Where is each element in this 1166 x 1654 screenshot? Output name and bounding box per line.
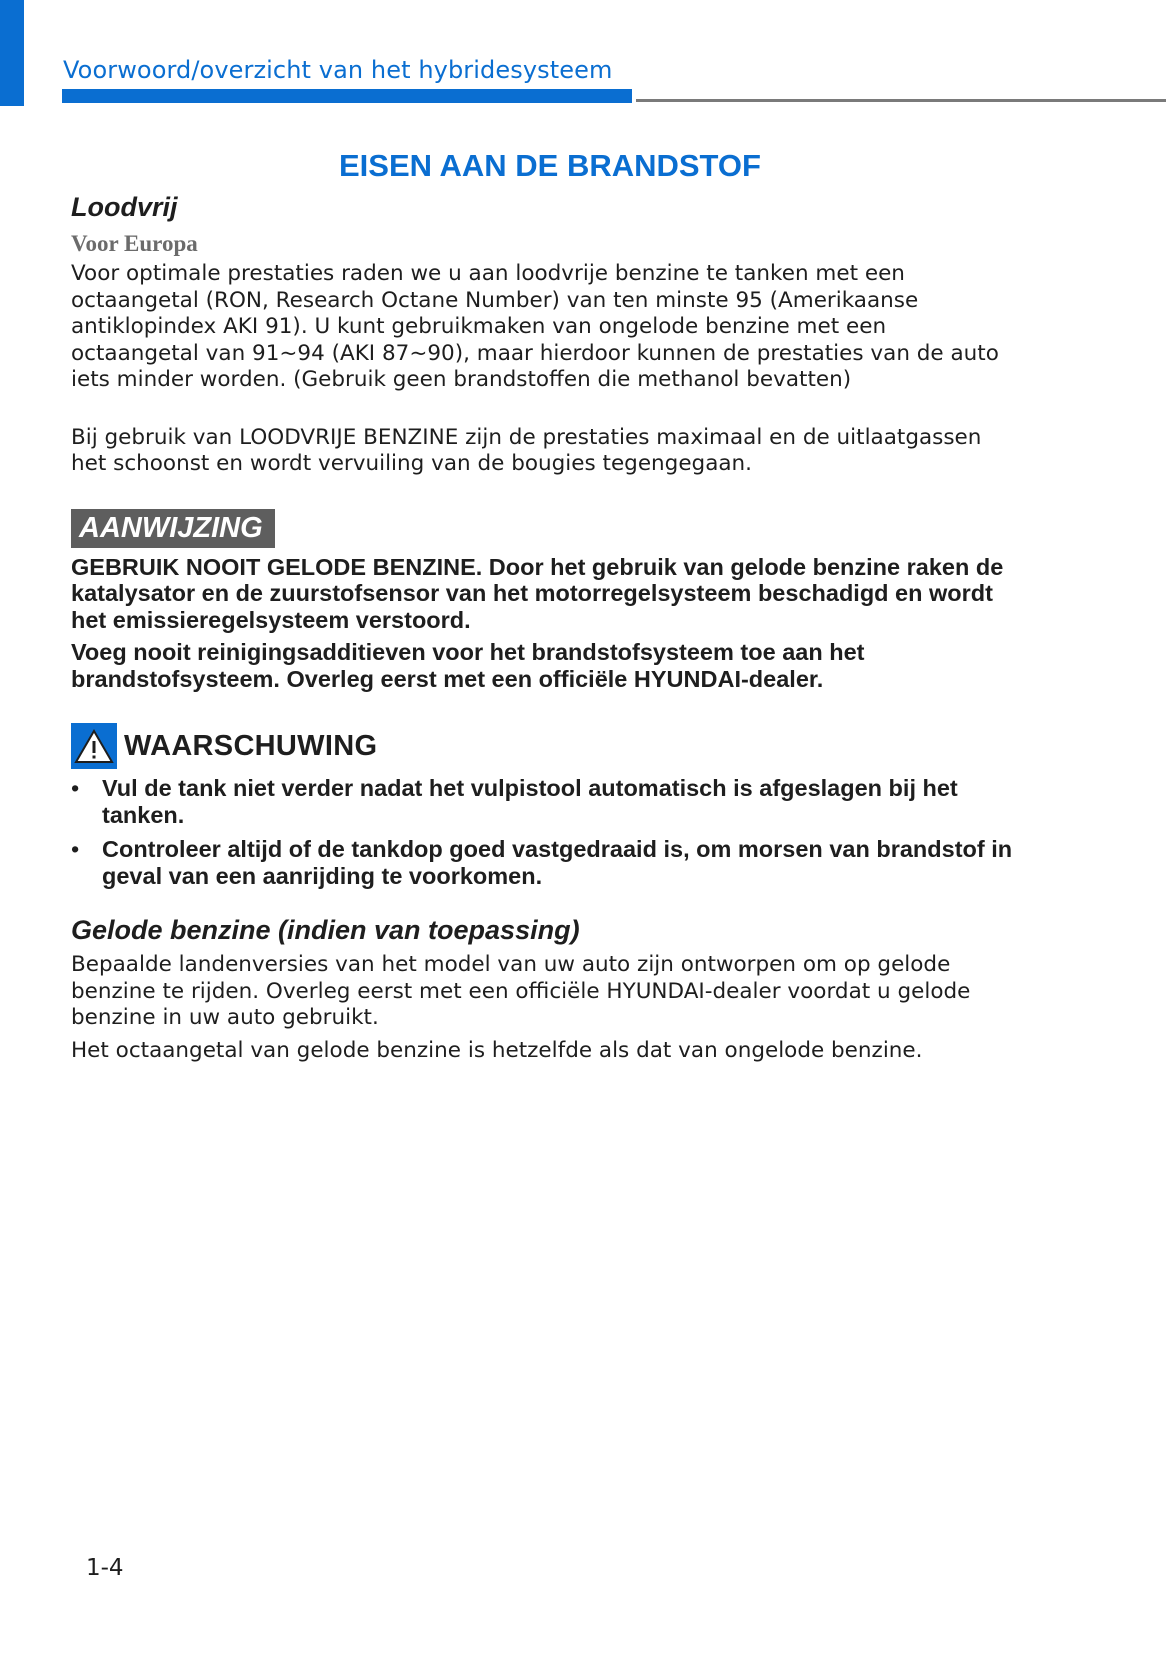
list-item [71, 836, 1031, 889]
unleaded-heading: Loodvrij [71, 192, 178, 222]
text-line: benzine in uw auto gebruikt. [71, 1005, 379, 1030]
text-line: Het octaangetal van gelode benzine is hetzelfde als dat van ongelode benzine. [71, 1037, 923, 1063]
header-rule-accent [62, 89, 632, 103]
page-edge-tab [0, 0, 24, 106]
text-line: iets minder worden. (Gebruik geen brandstoffen die methanol bevatten) [71, 367, 852, 392]
text-line: octaangetal van 91~94 (AKI 87~90), maar hierdoor kunnen de prestaties van de auto [71, 340, 999, 366]
warning-header [71, 723, 1031, 769]
section-header: Voorwoord/overzicht van het hybridesysteem [63, 56, 613, 84]
unleaded-subheading: Voor Europa [71, 231, 198, 256]
text-line: Controleer altijd of de tankdop goed vastgedraaid is, om morsen van brandstof in [102, 836, 1013, 862]
warning-triangle-icon [71, 723, 117, 769]
text-line: brandstofsysteem. Overleg eerst met een officiële HYUNDAI-dealer. [71, 665, 824, 692]
page-number: 1-4 [86, 1555, 124, 1581]
unleaded-paragraph-1 [71, 261, 1031, 394]
leaded-heading: Gelode benzine (indien van toepassing) [71, 915, 580, 945]
text-line: benzine te rijden. Overleg eerst met een officiële HYUNDAI-dealer voordat u gelode [71, 978, 971, 1004]
text-line: Bij gebruik van LOODVRIJE BENZINE zijn de prestaties maximaal en de uitlaatgassen [71, 424, 982, 450]
text-line: Voeg nooit reinigingsadditieven voor het brandstofsysteem toe aan het [71, 639, 865, 665]
leaded-paragraph-1 [71, 952, 1031, 1032]
text-line: het schoonst en wordt vervuiling van de bougies tegengegaan. [71, 451, 753, 476]
text-line: geval van een aanrijding te voorkomen. [102, 862, 543, 889]
main-content [71, 192, 1031, 1064]
notice-paragraph-2 [71, 639, 1031, 692]
text-line: het emissieregelsysteem verstoord. [71, 606, 471, 633]
warning-title: WAARSCHUWING [124, 729, 378, 762]
unleaded-paragraph-2 [71, 425, 1031, 478]
text-line: antiklopindex AKI 91). U kunt gebruikmaken van ongelode benzine met een [71, 314, 887, 339]
list-item [71, 775, 1031, 828]
text-line: Vul de tank niet verder nadat het vulpistool automatisch is afgeslagen bij het [102, 775, 958, 801]
warning-list [71, 775, 1031, 889]
text-line: katalysator en de zuurstofsensor van het motorregelsysteem beschadigd en wordt [71, 580, 993, 606]
notice-paragraph-1 [71, 554, 1031, 634]
bullet: • [71, 836, 80, 862]
leaded-paragraph-2 [71, 1038, 1031, 1065]
text-line: GEBRUIK NOOIT GELODE BENZINE. Door het gebruik van gelode benzine raken de [71, 553, 1004, 580]
text-line: Voor optimale prestaties raden we u aan loodvrije benzine te tanken met een [71, 261, 905, 286]
header-rule-gray [636, 99, 1166, 102]
text-line: Bepaalde landenversies van het model van uw auto zijn ontworpen om op gelode [71, 952, 951, 977]
notice-badge: AANWIJZING [71, 509, 275, 548]
text-line: tanken. [102, 801, 185, 828]
bullet: • [71, 775, 80, 801]
text-line: octaangetal (RON, Research Octane Number) van ten minste 95 (Amerikaanse [71, 287, 919, 313]
page-title: EISEN AAN DE BRANDSTOF [339, 148, 761, 183]
